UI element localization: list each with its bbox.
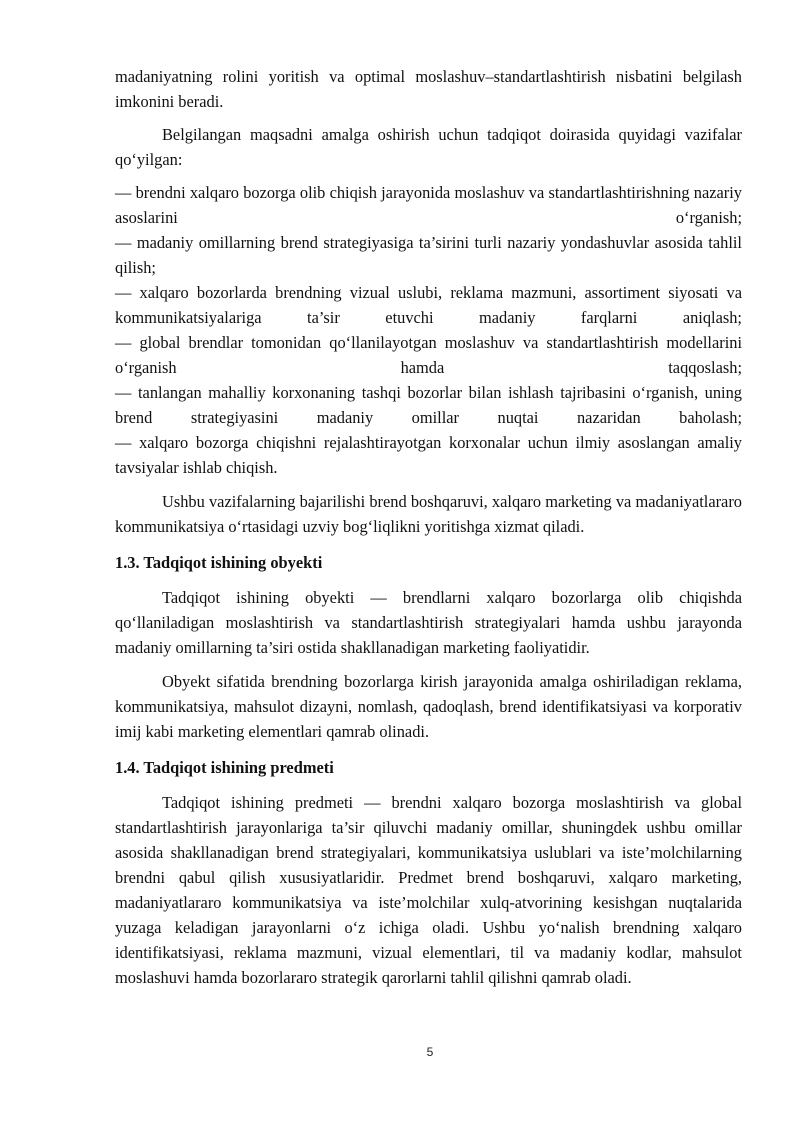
page-number: 5 bbox=[426, 1045, 434, 1059]
task-item: — tanlangan mahalliy korxonaning tashqi bozorlar bilan ishlash tajribasini o‘rganish, uning brend strategiyasini madaniy omillar nuqtai nazaridan baholash; bbox=[115, 383, 742, 427]
subject-paragraph: Tadqiqot ishining predmeti — brendni xalqaro bozorga moslashtirish va global standartlashtirish jarayonlariga ta’sir qiluvchi madaniy omillar, shuningdek ushbu omillar asosida shakllanadigan brend strategiyalari, kommunikatsiya uslublari va iste’molchilarning brendni qabul qilish xususiyatlaridir. Predmet brend boshqaruvi, xalqaro marketing, madaniyatlararo kommunikatsiya va iste’molchilar xulq-atvorining kesishgan nuqtalarida yuzaga keladigan jarayonlarni o‘z ichiga oladi. Ushbu yo‘nalish brendning xalqaro identifikatsiyasi, reklama mazmuni, vizual elementlari, til va madaniy kodlar, mahsulot moslashuvi hamda bozorlararo strategik qarorlarni tahlil qilishni qamrab oladi. bbox=[115, 793, 742, 987]
section-heading-subject: 1.4. Tadqiqot ishining predmeti bbox=[115, 758, 334, 777]
intro-continuation-paragraph: madaniyatning rolini yoritish va optimal moslashuv–standartlashtirish nisbatini belgilash imkonini beradi. bbox=[115, 67, 742, 111]
task-item: — brendni xalqaro bozorga olib chiqish jarayonida moslashuv va standartlashtirishning nazariy asoslarini o‘rganish; bbox=[115, 183, 742, 227]
tasks-summary-paragraph: Ushbu vazifalarning bajarilishi brend boshqaruvi, xalqaro marketing va madaniyatlararo kommunikatsiya o‘rtasidagi uzviy bog‘liqlikni yoritishga xizmat qiladi. bbox=[115, 492, 742, 536]
task-item: — global brendlar tomonidan qo‘llanilayotgan moslashuv va standartlashtirish modellarini o‘rganish hamda taqqoslash; bbox=[115, 333, 742, 377]
task-list bbox=[115, 180, 742, 480]
task-item: — xalqaro bozorlarda brendning vizual uslubi, reklama mazmuni, assortiment siyosati va kommunikatsiyalariga ta’sir etuvchi madaniy farqlarni aniqlash; bbox=[115, 283, 742, 327]
task-item: — madaniy omillarning brend strategiyasiga ta’sirini turli nazariy yondashuvlar asosida tahlil qilish; bbox=[115, 233, 742, 277]
object-paragraph: Tadqiqot ishining obyekti — brendlarni xalqaro bozorlarga olib chiqishda qo‘llaniladigan moslashtirish va standartlashtirish strategiyalari hamda ushbu jarayonda madaniy omillarning ta’siri ostida shakllanadigan marketing faoliyatidir. bbox=[115, 588, 742, 657]
document-page bbox=[115, 64, 742, 990]
object-elements-paragraph: Obyekt sifatida brendning bozorlarga kirish jarayonida amalga oshiriladigan reklama, kommunikatsiya, mahsulot dizayni, nomlash, qadoqlash, brend identifikatsiyasi va korporativ imij kabi marketing elementlari qamrab olinadi. bbox=[115, 672, 742, 741]
section-heading-object: 1.3. Tadqiqot ishining obyekti bbox=[115, 553, 323, 572]
tasks-intro-paragraph: Belgilangan maqsadni amalga oshirish uchun tadqiqot doirasida quyidagi vazifalar qo‘yilgan: bbox=[115, 125, 742, 169]
task-item: — xalqaro bozorga chiqishni rejalashtirayotgan korxonalar uchun ilmiy asoslangan amaliy tavsiyalar ishlab chiqish. bbox=[115, 433, 742, 477]
